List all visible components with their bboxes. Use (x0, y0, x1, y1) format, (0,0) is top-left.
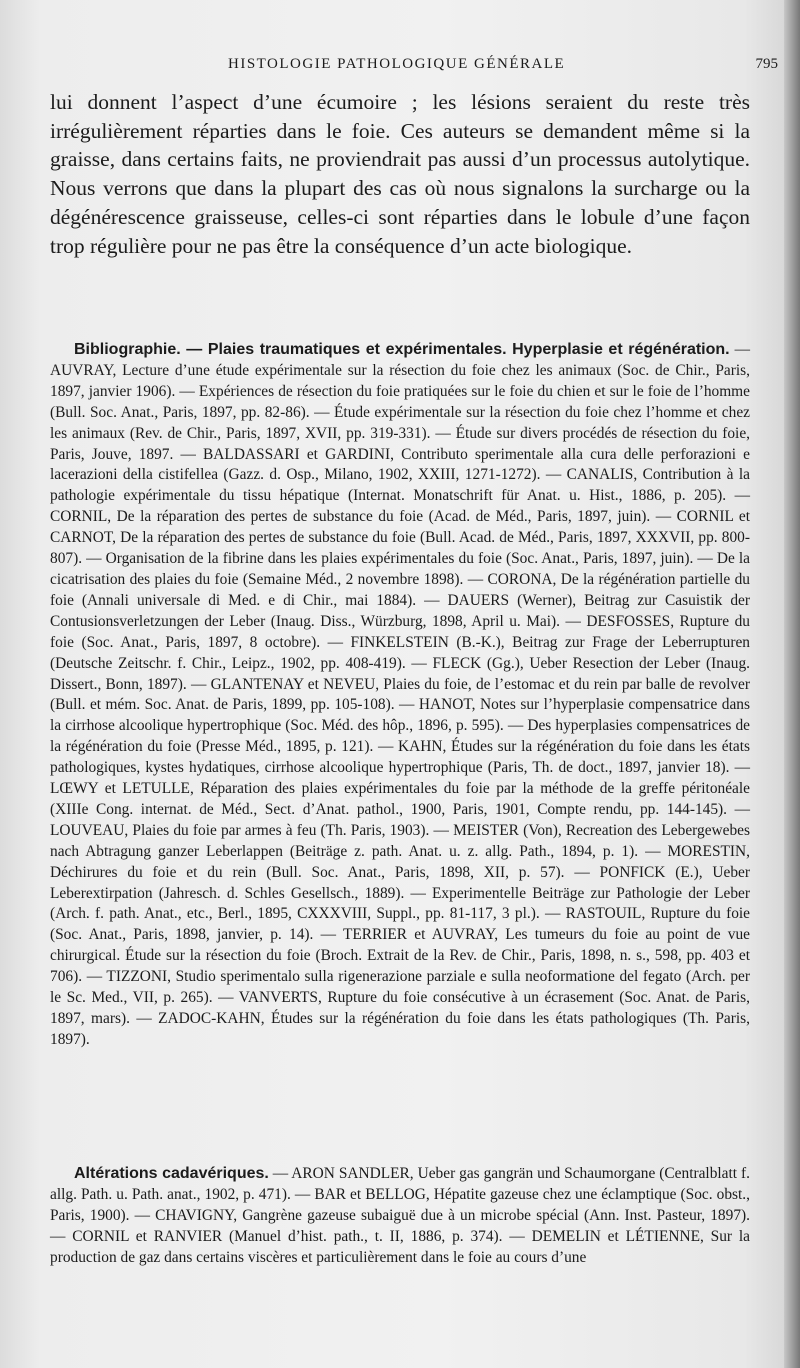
page-header (228, 50, 788, 80)
body-paragraph: lui donnent l’aspect d’une écumoire ; les lésions seraient du reste très irrégulièrement réparties dans le foie. Ces auteurs se demandent même si la graisse, dans certains faits, ne proviendrait pas aussi d’un processus autolytique. Nous verrons que dans la plupart des cas où nous signalons la surcharge ou la dégénérescence graisseuse, celles-ci sont réparties dans le lobule d’une façon trop régulière pour ne pas être la conséquence d’un acte biologique. (50, 90, 750, 258)
bibliography-heading: Bibliographie. — Plaies traumatiques et expérimentales. Hyperplasie et régénération. (74, 341, 730, 358)
bibliography-text: — AUVRAY, Lecture d’une étude expérimentale sur la résection du foie chez les animaux (Soc. de Chir., Paris, 1897, janvier 1906). — Expériences de résection du foie pratiquées sur le foie du chien et sur le foie de l’homme (Bull. Soc. Anat., Paris, 1897, pp. 82-86). — Étude expérimentale sur la résection du foie chez l’homme et chez les animaux (Rev. de Chir., Paris, 1897, XVII, pp. 319-331). — Étude sur divers procédés de résection du foie, Paris, Jouve, 1897. — BALDASSARI et GARDINI, Contributo sperimentale alla cura delle perforazioni e lacerazioni della cistifellea (Gazz. d. Osp., Milano, 1902, XXIII, 1271-1272). — CANALIS, Contribution à la pathologie expérimentale du tissu hépatique (Internat. Monatschrift für Anat. u. Hist., 1886, p. 205). — CORNIL, De la réparation des pertes de substance du foie (Acad. de Méd., Paris, 1897, juin). — CORNIL et CARNOT, De la réparation des pertes de substance du foie (Bull. Acad. de Méd., Paris, 1897, XXXVII, pp. 800-807). — Organisation de la fibrine dans les plaies expérimentales du foie (Soc. Anat., Paris, 1897, juin). — De la cicatrisation des plaies du foie (Semaine Méd., 2 novembre 1898). — CORONA, De la régénération partielle du foie (Annali universale di Med. e di Chir., mai 1884). — DAUERS (Werner), Beitrag zur Casuistik der Contusionsverletzungen der Leber (Inaug. Diss., Würzburg, 1898, April u. Mai). — DESFOSSES, Rupture du foie (Soc. Anat., Paris, 1897, 8 octobre). — FINKELSTEIN (B.-K.), Beitrag zur Frage der Leberrupturen (Deutsche Zeitschr. f. Chir., Leipz., 1902, pp. 408-419). — FLECK (Gg.), Ueber Resection der Leber (Inaug. Dissert., Bonn, 1897). — GLANTENAY et NEVEU, Plaies du foie, de l’estomac et du rein par balle de revolver (Bull. et mém. Soc. Anat. de Paris, 1899, pp. 105-108). — HANOT, Notes sur l’hyperplasie compensatrice dans la cirrhose alcoolique hypertrophique (Soc. Méd. des hôp., 1896, p. 595). — Des hyperplasies compensatrices de la régénération du foie (Presse Méd., 1895, p. 121). — KAHN, Études sur la régénération du foie dans les états pathologiques, kystes hydatiques, cirrhose alcoolique hypertrophique (Paris, Th. de doct., 1897, janvier 18). — LŒWY et LETULLE, Réparation des plaies expérimentales du foie par la méthode de la greffe péritonéale (XIIIe Cong. internat. de Méd., Sect. d’Anat. pathol., 1900, Paris, 1901, Compte rendu, pp. 144-145). — LOUVEAU, Plaies du foie par armes à feu (Th. Paris, 1903). — MEISTER (Von), Recreation des Lebergewebes nach Abtragung ganzer Leberlappen (Beiträge z. path. Anat. u. z. allg. Path., 1894, p. 1). — MORESTIN, Déchirures du foie et du rein (Bull. Soc. Anat., Paris, 1898, XII, p. 57). — PONFICK (E.), Ueber Leberextirpation (Jahresch. d. Schles Gesellsch., 1889). — Experimentelle Beiträge zur Pathologie der Leber (Arch. f. path. Anat., etc., Berl., 1895, CXXXVIII, Suppl., pp. 81-117, 3 pl.). — RASTOUIL, Rupture du foie (Soc. Anat., Paris, 1898, janvier, p. 14). — TERRIER et AUVRAY, Les tumeurs du foie au point de vue chirurgical. Étude sur la résection du foie (Broch. Extrait de la Rev. de Chir., Paris, 1898, n. s., 598, pp. 403 et 706). — TIZZONI, Studio sperimentalo sulla rigenerazione parziale e sulla neoformatione del fegato (Arch. per le Sc. Med., VII, p. 265). — VANVERTS, Rupture du foie consécutive à un écrasement (Soc. Anat. de Paris, 1897, mars). — ZADOC-KAHN, Études sur la régénération du foie dans les états pathologiques (Th. Paris, 1897). (50, 341, 750, 1048)
page-number: 795 (755, 56, 778, 72)
alterations-heading: Altérations cadavériques. (74, 1165, 269, 1182)
page-edge-shadow (784, 0, 800, 1368)
alterations-text: — ARON SANDLER, Ueber gas gangrän und Schaumorgane (Centralblatt f. allg. Path. u. Path. anat., 1902, p. 471). — BAR et BELLOG, Hépatite gazeuse chez une éclamptique (Soc. obst., Paris, 1900). — CHAVIGNY, Gangrène gazeuse subaiguë due à un microbe spécial (Ann. Inst. Pasteur, 1897). — CORNIL et RANVIER (Manuel d’hist. path., t. II, 1886, p. 374). — DEMELIN et LÉTIENNE, Sur la production de gaz dans certains viscères et particulièrement dans le foie au cours d’une (50, 1165, 750, 1266)
running-title: HISTOLOGIE PATHOLOGIQUE GÉNÉRALE (228, 56, 566, 72)
alterations-section (50, 1164, 750, 1269)
bibliography-section (50, 340, 750, 1051)
